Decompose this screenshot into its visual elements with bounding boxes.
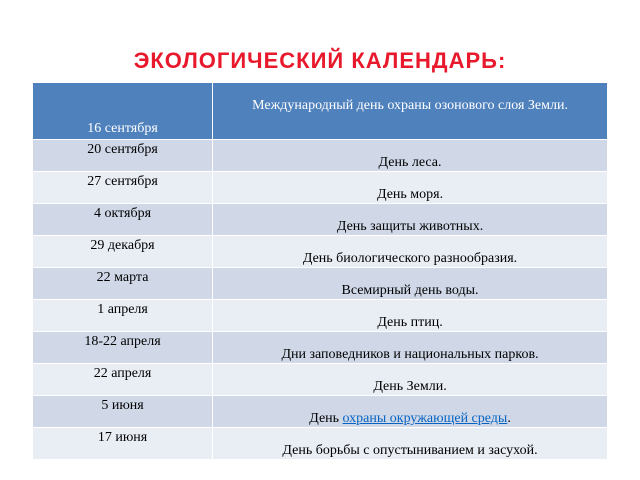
table-header-row — [33, 83, 608, 140]
header-date-cell — [33, 83, 213, 140]
row-date: 22 марта — [96, 270, 149, 285]
table-row — [33, 428, 608, 460]
row-event-prefix: День — [309, 411, 343, 426]
row-event: День Земли. — [373, 379, 447, 394]
row-date: 22 апреля — [93, 366, 152, 381]
row-event: Дни заповедников и национальных парков. — [281, 347, 539, 362]
row-date: 1 апреля — [97, 302, 148, 317]
table-row — [33, 300, 608, 332]
table-row — [33, 332, 608, 364]
row-event: День биологического разнообразия. — [302, 251, 518, 266]
eco-calendar-table — [32, 82, 608, 460]
table-row — [33, 364, 608, 396]
table-row — [33, 396, 608, 428]
row-date: 4 октября — [94, 206, 152, 221]
row-date: 17 июня — [97, 430, 148, 445]
row-event — [213, 411, 607, 427]
row-event: День защиты животных. — [336, 219, 484, 234]
header-date: 16 сентября — [87, 121, 158, 136]
table-row — [33, 140, 608, 172]
row-event-suffix: . — [507, 411, 511, 426]
row-date: 27 сентября — [87, 174, 158, 189]
row-date: 29 декабря — [90, 238, 155, 253]
table-row — [33, 268, 608, 300]
environment-protection-link[interactable]: охраны окружающей среды — [342, 411, 508, 426]
table-row — [33, 204, 608, 236]
row-event: День леса. — [378, 155, 442, 170]
header-event: Международный день охраны озонового слоя Земли. — [252, 98, 568, 113]
page-title: ЭКОЛОГИЧЕСКИЙ КАЛЕНДАРЬ: — [133, 48, 507, 73]
row-date: 18-22 апреля — [84, 334, 161, 349]
row-event: День борьбы с опустыниванием и засухой. — [282, 443, 538, 458]
table-row — [33, 172, 608, 204]
header-event-cell — [213, 83, 608, 140]
row-event: Всемирный день воды. — [341, 283, 479, 298]
row-event: День птиц. — [377, 315, 443, 330]
row-date: 5 июня — [101, 398, 144, 413]
row-date: 20 сентября — [87, 142, 158, 157]
row-event: День моря. — [376, 187, 444, 202]
table-row — [33, 236, 608, 268]
